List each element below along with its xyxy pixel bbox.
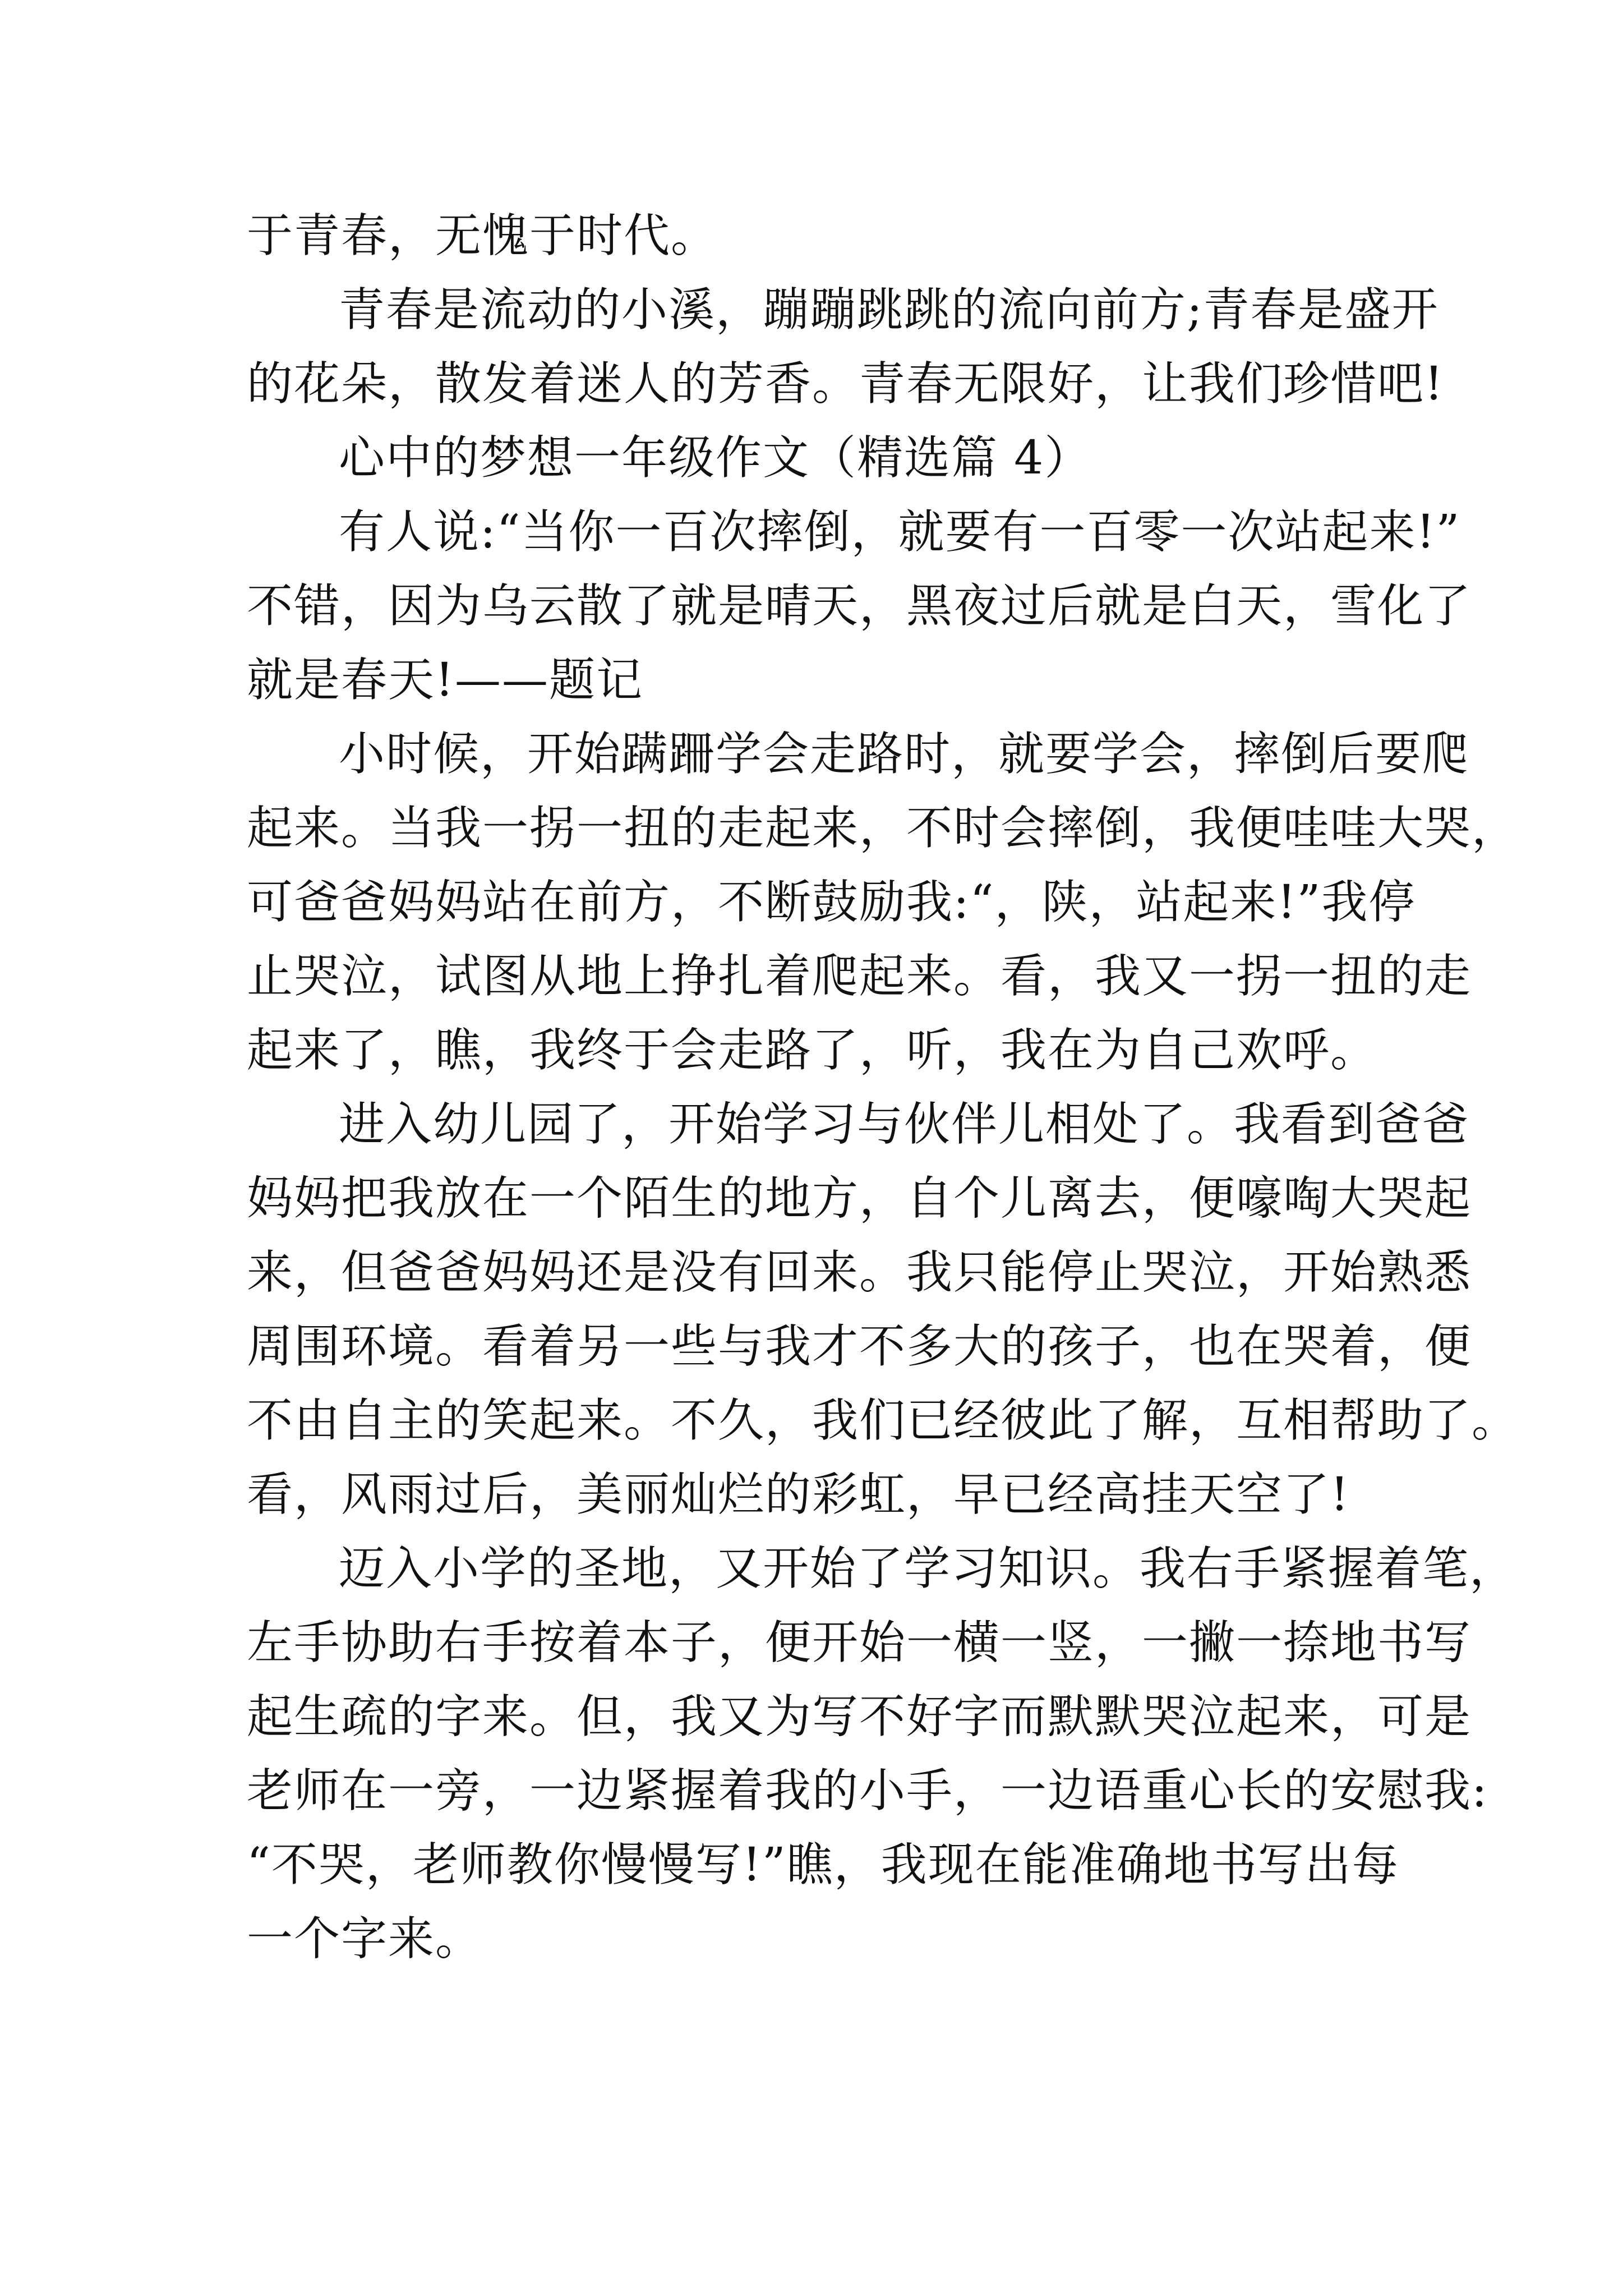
text-line: 有人说:“当你一百次摔倒，就要有一百零一次站起来!” [339, 505, 1461, 559]
text-line: 不错，因为乌云散了就是晴天，黑夜过后就是白天，雪化了 [247, 579, 1472, 633]
text-line: 周围环境。看着另一些与我才不多大的孩子，也在哭着，便 [247, 1320, 1472, 1373]
text-line: 止哭泣，试图从地上挣扎着爬起来。看，我又一拐一扭的走 [247, 950, 1472, 1003]
text-line: 进入幼儿园了，开始学习与伙伴儿相处了。我看到爸爸 [339, 1098, 1470, 1151]
body-text [247, 199, 1519, 1976]
text-line: 起来了，瞧，我终于会走路了，听，我在为自己欢呼。 [247, 1024, 1378, 1077]
text-line: 来，但爸爸妈妈还是没有回来。我只能停止哭泣，开始熟悉 [247, 1246, 1472, 1299]
text-line: 一个字来。 [247, 1912, 483, 1966]
text-line: “不哭，老师教你慢慢写!”瞧，我现在能准确地书写出每 [247, 1838, 1399, 1892]
text-line: 左手协助右手按着本子，便开始一横一竖，一撇一捺地书写 [247, 1616, 1472, 1669]
text-line: 起生疏的字来。但，我又为写不好字而默默哭泣起来，可是 [247, 1690, 1472, 1743]
text-line: 可爸爸妈妈站在前方，不断鼓励我:“，陕，站起来!”我停 [247, 876, 1416, 929]
text-line: 青春是流动的小溪，蹦蹦跳跳的流向前方;青春是盛开 [339, 283, 1439, 337]
text-line: 看，风雨过后，美丽灿烂的彩虹，早已经高挂天空了! [247, 1468, 1350, 1521]
text-line: 老师在一旁，一边紧握着我的小手，一边语重心长的安慰我: [247, 1764, 1488, 1818]
text-line: 不由自主的笑起来。不久，我们已经彼此了解，互相帮助了。 [247, 1394, 1519, 1447]
text-line: 妈妈把我放在一个陌生的地方，自个儿离去，便嚎啕大哭起 [247, 1172, 1472, 1225]
text-line: 的花朵，散发着迷人的芳香。青春无限好，让我们珍惜吧! [247, 357, 1444, 411]
text-line: 于青春，无愧于时代。 [247, 209, 718, 263]
text-line: 起来。当我一拐一扭的走起来，不时会摔倒，我便哇哇大哭， [247, 802, 1519, 855]
text-line: 小时候，开始蹒跚学会走路时，就要学会，摔倒后要爬 [339, 728, 1470, 781]
text-line: 迈入小学的圣地，又开始了学习知识。我右手紧握着笔， [339, 1542, 1517, 1595]
text-line: 就是春天!——题记 [247, 654, 643, 707]
text-line: 心中的梦想一年级作文（精选篇 4） [339, 431, 1092, 485]
